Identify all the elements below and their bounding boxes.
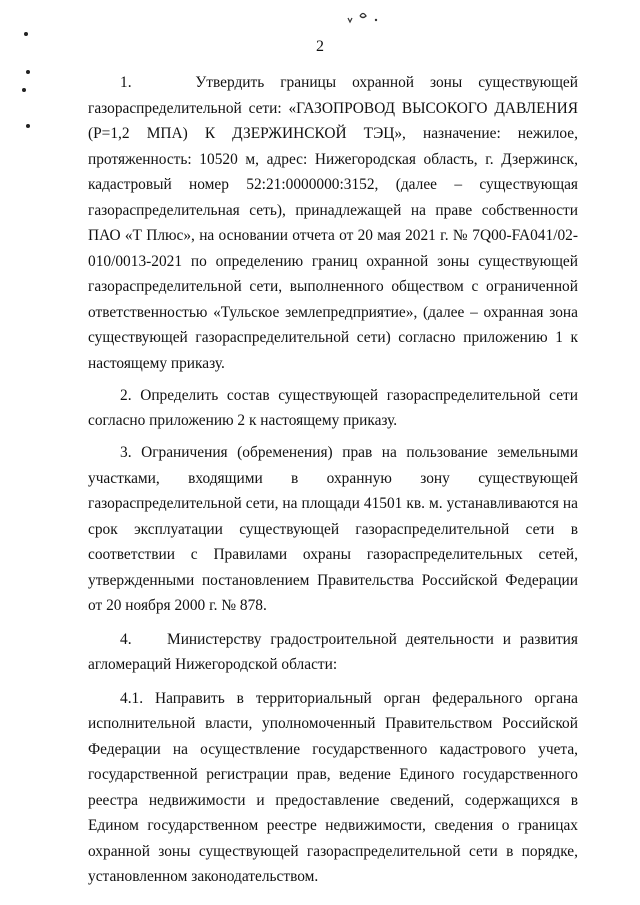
paragraph-3: 3. Ограничения (обременения) прав на пользование земельными участками, входящими в охранную зону существующей газораспределительной сети, на площади 41501 кв. м. устанавливаются на срок эксплуатации существующей газораспределительной сети в соответствии с Правилами охраны газораспределительных сетей, утвержденными постановлением Правительства Российской Федерации от 20 ноября 2000 г. № 878. bbox=[88, 444, 578, 614]
margin-mark bbox=[24, 32, 28, 36]
paragraph-4-1: 4.1. Направить в территориальный орган федерального органа исполнительной власти, уполномоченный Правительством Российской Федерации на осуществление государственного кадастрового учета, государственной регистрации прав, ведение Единого государственного реестра недвижимости и предоставление сведений, содержащихся в Едином государственном реестре недвижимости, сведения о границах охранной зоны существующей газораспределительной сети в порядке, установленном законодательством. bbox=[88, 689, 578, 885]
paragraph-4: 4. Министерству градостроительной деятельности и развития агломераций Нижегородской области: bbox=[88, 630, 578, 673]
margin-mark bbox=[26, 70, 30, 74]
margin-mark bbox=[26, 124, 30, 128]
paragraph-2: 2. Определить состав существующей газораспределительной сети согласно приложению 2 к настоящему приказу. bbox=[88, 386, 578, 429]
paragraph-1: 1. Утвердить границы охранной зоны существующей газораспределительной сети: «ГАЗОПРОВОД ВЫСОКОГО ДАВЛЕНИЯ (Р=1,2 МПА) К ДЗЕРЖИНСКОЙ ТЭЦ», назначение: нежилое, протяженность: 10520 м, адрес: Нижегородская область, г. Дзержинск, кадастровый номер 52:21:0000000:3152, (далее – существующая газораспределительная сеть), принадлежащей на праве собственности ПАО «Т Плюс», на основании отчета от 20 мая 2021 г. № 7Q00-FA041/02-010/0013-2021 по определению границ охранной зоны существующей газораспределительной сети, выполненного обществом с ограниченной ответственностью «Тульское землепредприятие», (далее – охранная зона существующей газораспределительной сети) согласно приложению 1 к настоящему приказу. bbox=[88, 74, 578, 372]
page-number: 2 bbox=[316, 38, 324, 55]
scan-marks bbox=[346, 8, 386, 24]
document-body bbox=[88, 70, 578, 896]
margin-mark bbox=[22, 88, 26, 92]
